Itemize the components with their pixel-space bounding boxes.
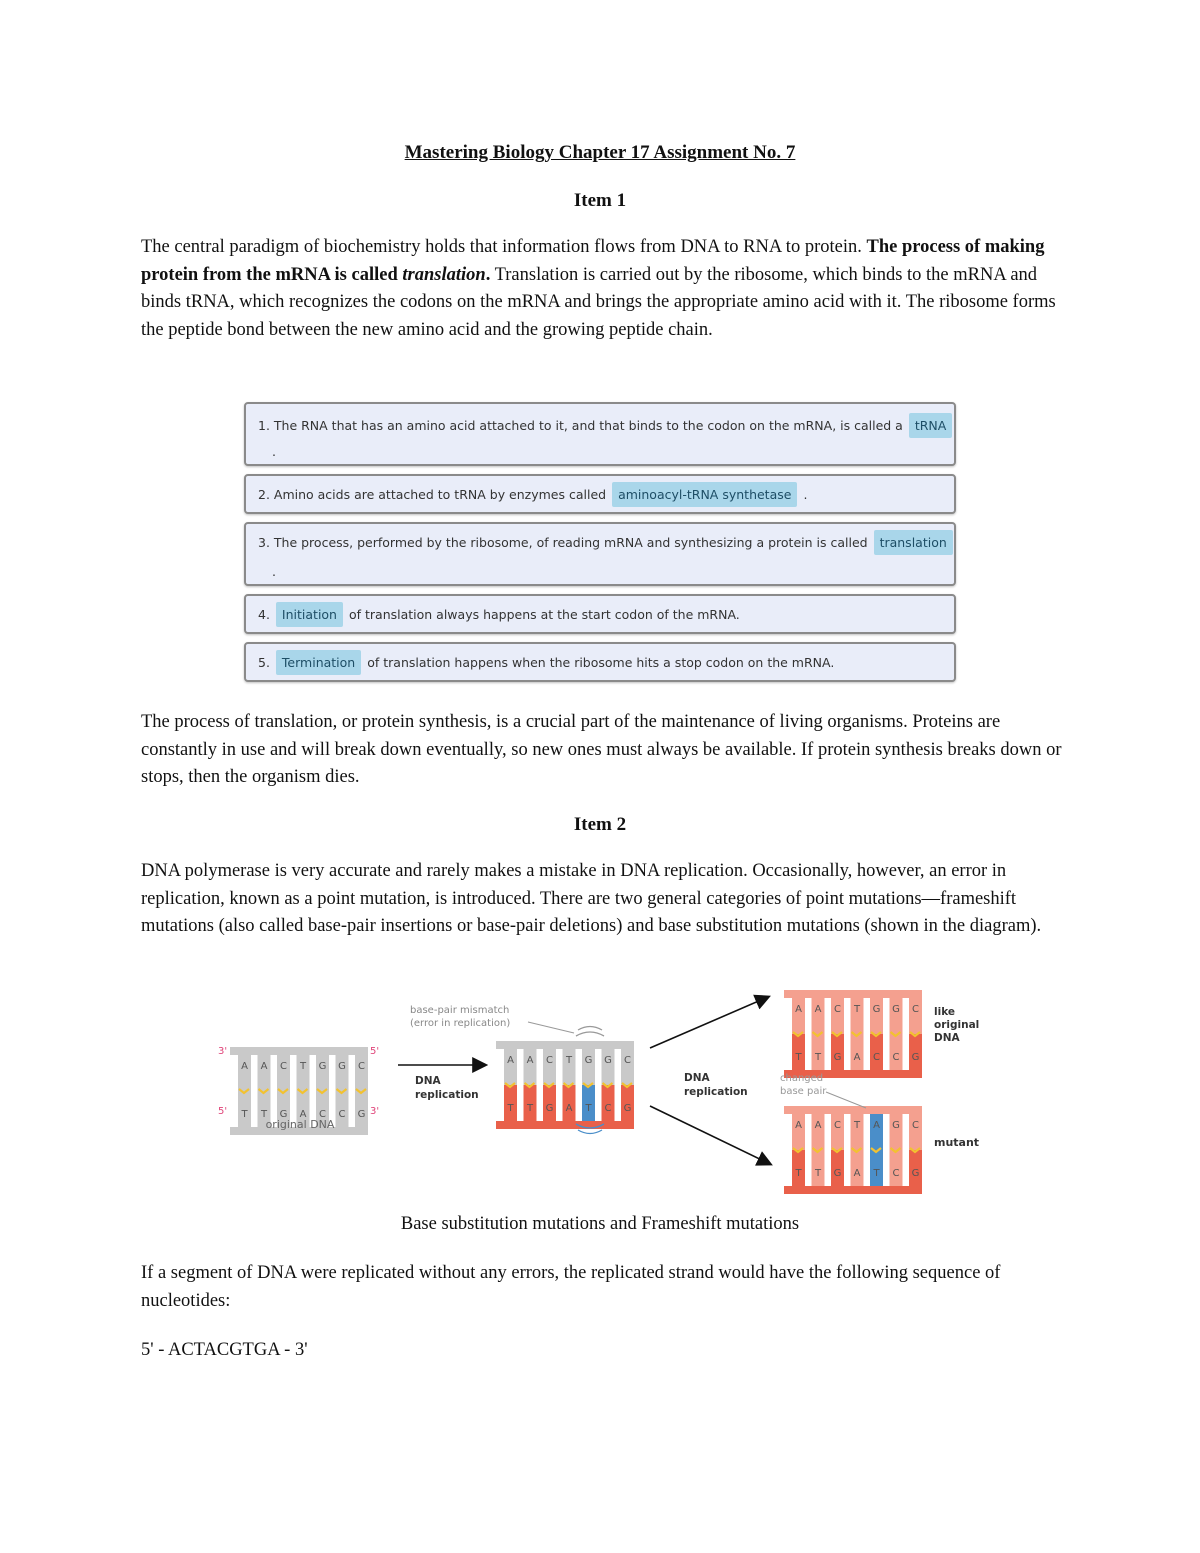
original-dna-bottom-letter-6: G <box>357 1109 366 1120</box>
mutant-dna-top-backbone <box>784 1106 922 1114</box>
original-dna-top-letter-4: G <box>318 1061 327 1072</box>
mismatch-dna-top-letter-5: G <box>604 1055 612 1066</box>
mismatch-label-2: (error in replication) <box>410 1018 511 1029</box>
replication-label-2a: DNA <box>684 1072 710 1084</box>
mismatch-label-1: base-pair mismatch <box>410 1005 510 1016</box>
original-5prime-bottom: 5' <box>218 1106 228 1117</box>
mutant-label: mutant <box>934 1136 980 1149</box>
original-dna-bottom-letter-1: T <box>260 1109 268 1120</box>
changed-pointer <box>826 1092 866 1108</box>
mismatch-dna-top-backbone <box>496 1041 634 1049</box>
mismatch-dna-bottom-letter-3: A <box>565 1103 573 1114</box>
mismatch-bulge-top <box>576 1027 604 1037</box>
mutant-dna-bottom-letter-0: T <box>795 1168 802 1179</box>
original-dna-top-letter-5: G <box>338 1061 346 1072</box>
mutant-dna-top-letter-5: G <box>892 1120 900 1131</box>
like-original-dna-bottom-letter-0: T <box>795 1052 802 1063</box>
intro-bold-italic: translation <box>402 264 486 285</box>
question-3-period: . <box>272 564 276 579</box>
mutant-dna-top-letter-0: A <box>795 1120 802 1131</box>
item2-intro: DNA polymerase is very accurate and rarely makes a mistake in DNA replication. Occasionally, however, an error in replication, known as a point mutation, is introduced. There are two general categories of point mutations—frameshift mutations (also called base-pair insertions or base-pair deletions) and base substitution mutations (shown in the diagram). <box>141 861 1042 936</box>
mismatch-dna-bottom-letter-4: T <box>585 1103 592 1114</box>
like-original-dna-bottom-letter-6: G <box>911 1052 920 1063</box>
figure-caption: Base substitution mutations and Frameshift mutations <box>400 1214 800 1234</box>
question-2-text: 2. Amino acids are attached to tRNA by enzymes called <box>258 487 607 502</box>
like-original-dna-top-letter-4: G <box>872 1004 881 1015</box>
mutant-dna-top-letter-3: T <box>853 1120 861 1131</box>
document-title: Mastering Biology Chapter 17 Assignment No. 7 <box>404 142 796 163</box>
like-original-dna-bottom-letter-5: C <box>892 1052 900 1063</box>
mutant-dna-top-letter-2: C <box>834 1120 841 1131</box>
mutant-dna-bottom-letter-4: T <box>873 1168 880 1179</box>
item2-heading: Item 2 <box>573 814 627 835</box>
like-original-dna-bottom-letter-4: C <box>873 1052 880 1063</box>
replication-arrow-2-down <box>650 1106 770 1164</box>
mismatch-dna-top-letter-4: G <box>584 1055 593 1066</box>
replication-label-1b: replication <box>415 1089 479 1101</box>
like-label-3: DNA <box>934 1032 960 1044</box>
replication-label-1a: DNA <box>415 1075 441 1087</box>
question-3-answer[interactable]: translation <box>874 530 953 555</box>
original-dna-bottom-letter-5: C <box>338 1109 346 1120</box>
original-dna-bottom-letter-2: G <box>279 1109 288 1120</box>
mutant-dna-bottom-letter-3: A <box>853 1168 861 1179</box>
mismatch-dna-top-letter-1: A <box>526 1055 534 1066</box>
mismatch-dna-top-letter-0: A <box>507 1055 514 1066</box>
original-dna-bottom-letter-3: A <box>299 1109 307 1120</box>
item1-heading: Item 1 <box>573 190 627 211</box>
original-dna-bottom-letter-0: T <box>241 1109 248 1120</box>
mismatch-dna-top-letter-3: T <box>565 1055 573 1066</box>
mutant-dna-bottom-letter-2: G <box>833 1168 842 1179</box>
original-dna-top-letter-6: C <box>358 1061 365 1072</box>
dna-sequence: 5' - ACTACGTGA - 3' <box>141 1340 308 1360</box>
like-original-dna-top-letter-5: G <box>892 1004 900 1015</box>
original-dna-top-backbone <box>230 1047 368 1055</box>
mismatch-dna-bottom-letter-1: T <box>526 1103 534 1114</box>
question-1-period: . <box>272 444 276 459</box>
like-label-2: original <box>934 1019 980 1031</box>
replication-label-2b: replication <box>684 1086 748 1098</box>
intro-bold-2: . <box>485 264 491 285</box>
question-2-period: . <box>803 487 808 502</box>
mismatch-dna-top-letter-2: C <box>546 1055 553 1066</box>
like-original-dna-bottom-letter-2: G <box>833 1052 842 1063</box>
question-4-answer[interactable]: Initiation <box>276 602 343 627</box>
question-5-text: of translation happens when the ribosome hits a stop codon on the mRNA. <box>367 655 835 670</box>
changed-label-1: changed <box>780 1073 824 1084</box>
mutant-dna-bottom-backbone <box>784 1186 922 1194</box>
mismatch-dna-bottom-backbone <box>496 1121 634 1129</box>
mismatch-dna-bottom-letter-0: T <box>507 1103 514 1114</box>
like-label-1: like <box>934 1006 956 1018</box>
like-original-dna-top-backbone <box>784 990 922 998</box>
changed-label-2: base pair <box>780 1086 827 1097</box>
original-dna-bottom-letter-4: C <box>319 1109 326 1120</box>
intro-text-1: The central paradigm of biochemistry holds that information flows from DNA to RNA to protein. <box>141 237 867 257</box>
replication-arrow-2-up <box>650 997 768 1048</box>
question-5-answer[interactable]: Termination <box>276 650 361 675</box>
mutant-dna-top-letter-4: A <box>873 1120 880 1131</box>
original-dna-top-letter-3: T <box>299 1061 307 1072</box>
like-original-dna-top-letter-1: A <box>814 1004 822 1015</box>
original-dna-top-letter-0: A <box>241 1061 248 1072</box>
original-3prime-top: 3' <box>218 1046 228 1057</box>
intro-bold-1: The process of making protein from the mRNA is called <box>141 237 1045 285</box>
like-original-dna-bottom-letter-3: A <box>853 1052 861 1063</box>
mismatch-pointer <box>528 1022 574 1033</box>
mismatch-dna-top-letter-6: C <box>624 1055 631 1066</box>
original-dna-label: original DNA <box>265 1118 335 1131</box>
item1-closing: The process of translation, or protein synthesis, is a crucial part of the maintenance of living organisms. Proteins are constantly in use and will break down eventually, so new ones must always be available. If protein synthesis breaks down or stops, then the organism dies. <box>141 712 1062 787</box>
like-original-dna-top-letter-6: C <box>912 1004 919 1015</box>
question-5-number: 5. <box>258 655 270 670</box>
mismatch-dna-bottom-letter-2: G <box>545 1103 554 1114</box>
original-dna-top-letter-2: C <box>280 1061 287 1072</box>
question-2-answer[interactable]: aminoacyl-tRNA synthetase <box>612 482 797 507</box>
mutant-dna-top-letter-1: A <box>814 1120 822 1131</box>
question-3-text: 3. The process, performed by the ribosome, of reading mRNA and synthesizing a protein is called <box>258 535 868 550</box>
like-original-dna-top-letter-0: A <box>795 1004 802 1015</box>
mutant-dna-bottom-letter-5: C <box>892 1168 900 1179</box>
mutant-dna-bottom-letter-6: G <box>911 1168 920 1179</box>
mutant-dna-bottom-letter-1: T <box>814 1168 822 1179</box>
like-original-dna-top-letter-2: C <box>834 1004 841 1015</box>
question-4-text: of translation always happens at the start codon of the mRNA. <box>348 607 740 622</box>
mismatch-dna-bottom-letter-5: C <box>604 1103 612 1114</box>
question-1-text: 1. The RNA that has an amino acid attached to it, and that binds to the codon on the mRNA, is called a <box>258 418 903 433</box>
like-original-dna-bottom-letter-1: T <box>814 1052 822 1063</box>
question-4-number: 4. <box>258 607 270 622</box>
mutant-dna-top-letter-6: C <box>912 1120 919 1131</box>
question-1-answer[interactable]: tRNA <box>909 413 953 438</box>
original-5prime-top: 5' <box>370 1046 380 1057</box>
mismatch-dna-bottom-letter-6: G <box>623 1103 632 1114</box>
original-3prime-bottom: 3' <box>370 1106 380 1117</box>
original-dna-top-letter-1: A <box>260 1061 268 1072</box>
item2-question: If a segment of DNA were replicated without any errors, the replicated strand would have the following sequence of nucleotides: <box>141 1263 1001 1311</box>
intro-text-2: Translation is carried out by the ribosome, which binds to the mRNA and binds tRNA, which recognizes the codons on the mRNA and brings the appropriate amino acid with it. The ribosome forms the peptide bond between the new amino acid and the growing peptide chain. <box>141 264 1056 340</box>
like-original-dna-top-letter-3: T <box>853 1004 861 1015</box>
